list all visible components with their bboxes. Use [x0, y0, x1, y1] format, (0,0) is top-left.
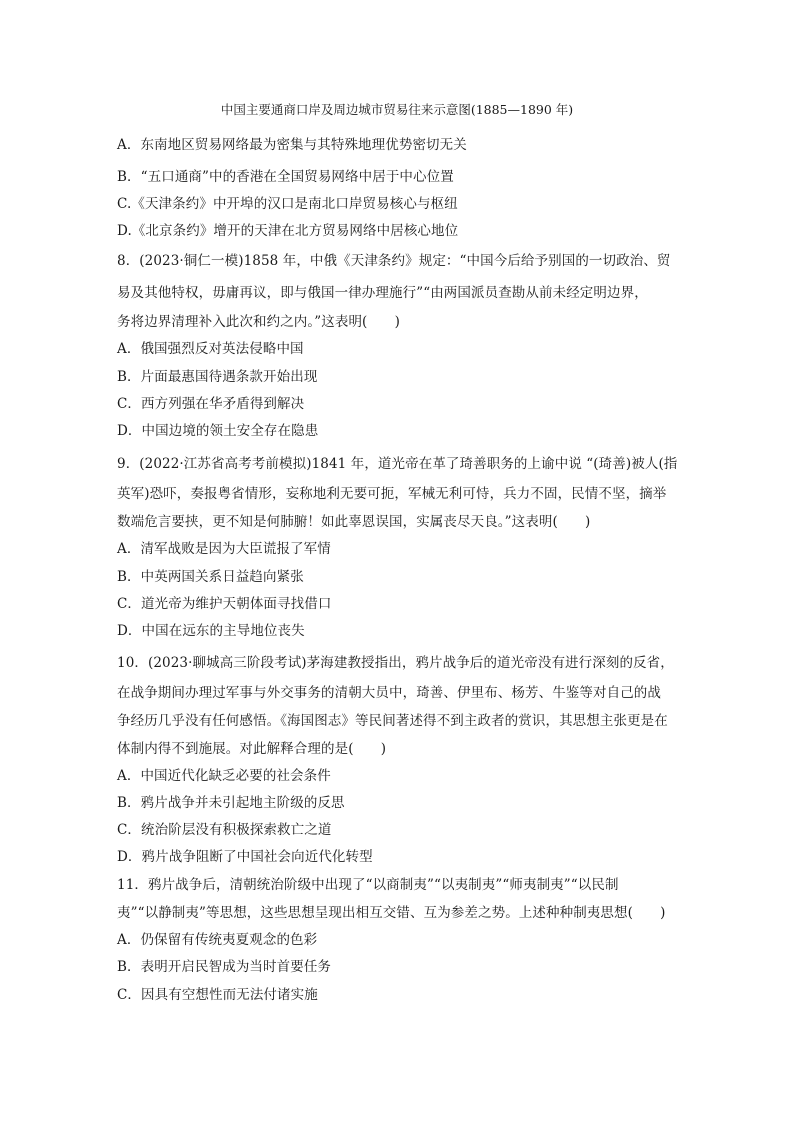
q11-stem-line: 11．鸦片战争后，清朝统治阶级中出现了“以商制夷”“以夷制夷”“师夷制夷”“以民制: [117, 877, 619, 893]
q10-stem-line: 10．(2023·聊城高三阶段考试)茅海建教授指出，鸦片战争后的道光帝没有进行深刻的反省，: [117, 655, 674, 671]
q7-option-d: D.《北京条约》增开的天津在北方贸易网络中居核心地位: [117, 223, 459, 239]
q10-stem-line: 争经历几乎没有任何感悟。《海国图志》等民间著述得不到主政者的赏识，其思想主张更是在: [117, 713, 668, 729]
q9-stem-line: 英军)恐吓，奏报粤省情形，妄称地利无要可扼，军械无利可恃，兵力不固，民情不坚，摘举: [117, 486, 667, 502]
q9-stem-line: 数端危言要挟，更不知是何肺腑！如此辜恩误国，实属丧尽天良。”这表明( ): [117, 514, 591, 530]
q9-stem-line: 9．(2022·江苏省高考考前模拟)1841 年，道光帝在革了琦善职务的上谕中说 “(琦善)被人(指: [117, 456, 678, 472]
q9-option-a: A．清军战败是因为大臣谎报了军情: [117, 541, 331, 557]
q10-stem-line: 体制内得不到施展。对此解释合理的是( ): [117, 741, 387, 757]
q8-option-d: D．中国边境的领土安全存在隐患: [117, 423, 319, 439]
q10-stem-line: 在战争期间办理过军事与外交事务的清朝大员中，琦善、伊里布、杨芳、牛鉴等对自己的战: [117, 685, 661, 701]
q7-option-a: A．东南地区贸易网络最为密集与其特殊地理优势密切无关: [117, 137, 467, 153]
q10-option-a: A．中国近代化缺乏必要的社会条件: [117, 768, 331, 784]
q7-option-b: B．“五口通商”中的香港在全国贸易网络中居于中心位置: [117, 169, 454, 185]
q8-option-c: C．西方列强在华矛盾得到解决: [117, 396, 305, 412]
figure-caption: 中国主要通商口岸及周边城市贸易往来示意图(1885—1890 年): [220, 102, 574, 117]
q8-stem-line: 易及其他特权，毋庸再议，即与俄国一律办理施行”“由两国派员查勘从前未经定明边界，: [117, 285, 648, 301]
q7-option-c: C.《天津条约》中开埠的汉口是南北口岸贸易核心与枢纽: [117, 196, 458, 212]
q10-option-c: C．统治阶层没有积极探索救亡之道: [117, 822, 332, 838]
q8-option-b: B．片面最惠国待遇条款开始出现: [117, 369, 318, 385]
q8-stem-line: 务将边界清理补入此次和约之内。”这表明( ): [117, 314, 400, 330]
q11-option-c: C．因具有空想性而无法付诸实施: [117, 987, 318, 1003]
q11-option-b: B．表明开启民智成为当时首要任务: [117, 959, 332, 975]
q9-option-c: C．道光帝为维护天朝体面寻找借口: [117, 596, 332, 612]
q9-option-d: D．中国在远东的主导地位丧失: [117, 623, 305, 639]
q9-option-b: B．中英两国关系日益趋向紧张: [117, 569, 304, 585]
q11-option-a: A．仍保留有传统夷夏观念的色彩: [117, 932, 318, 948]
q10-option-d: D．鸦片战争阻断了中国社会向近代化转型: [117, 849, 373, 865]
q11-stem-line: 夷”“以静制夷”等思想，这些思想呈现出相互交错、互为参差之势。上述种种制夷思想( ): [117, 905, 666, 921]
q8-stem-line: 8．(2023·铜仁一模)1858 年，中俄《天津条约》规定：“中国今后给予别国的一切政治、贸: [117, 253, 671, 269]
q10-option-b: B．鸦片战争并未引起地主阶级的反思: [117, 795, 345, 811]
q8-option-a: A．俄国强烈反对英法侵略中国: [117, 341, 304, 357]
